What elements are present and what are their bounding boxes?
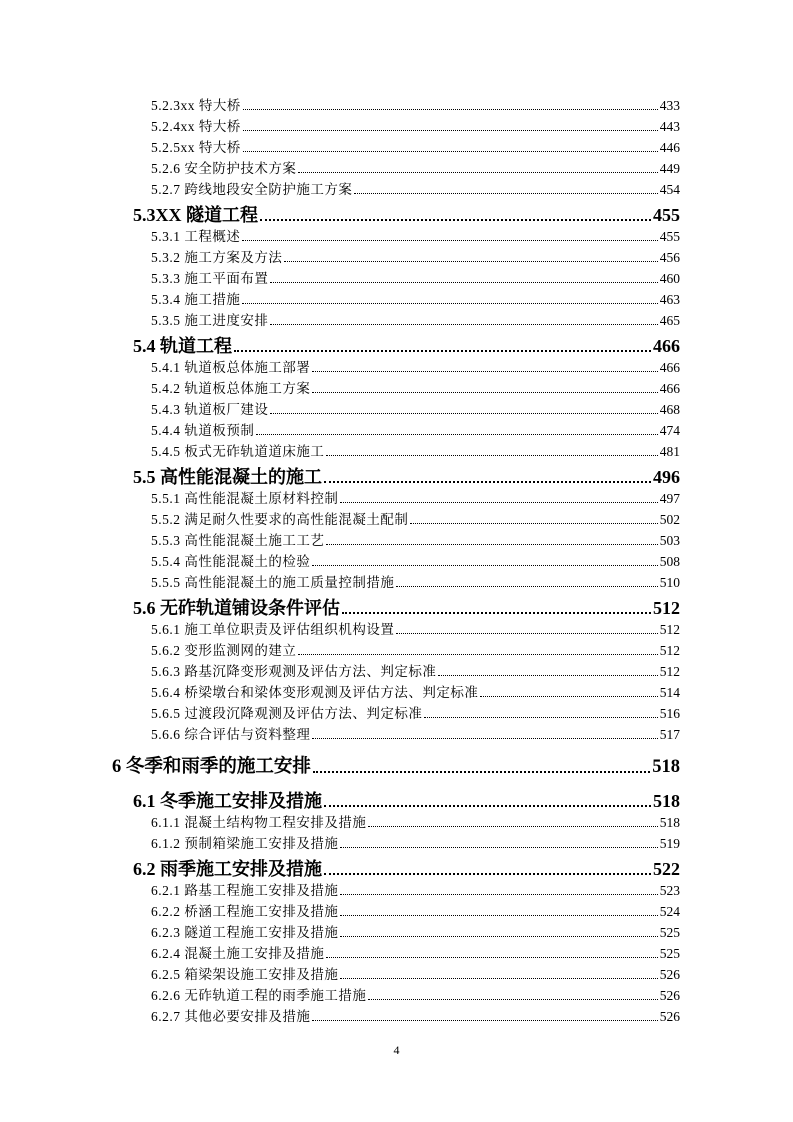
dot-leader: [324, 481, 651, 483]
toc-section-label: 5.6 无砟轨道铺设条件评估: [133, 598, 340, 618]
toc-entry-page: 481: [659, 443, 680, 459]
toc-entry-page: 512: [659, 642, 680, 658]
toc-entry[interactable]: [151, 269, 680, 285]
dot-leader: [340, 936, 657, 937]
toc-entry-page: 518: [659, 814, 680, 830]
toc-entry[interactable]: [151, 117, 680, 133]
toc-entry-page: 443: [659, 118, 680, 134]
dot-leader: [368, 826, 657, 827]
toc-entry-page: 474: [659, 422, 680, 438]
dot-leader: [298, 654, 657, 655]
dot-leader: [340, 915, 657, 916]
toc-entry-page: 463: [659, 291, 680, 307]
dot-leader: [270, 282, 657, 283]
toc-entry-label: 6.2.6 无砟轨道工程的雨季施工措施: [151, 987, 367, 1003]
toc-entry-page: 516: [659, 705, 680, 721]
toc-entry[interactable]: [151, 620, 680, 636]
toc-entry[interactable]: [151, 834, 680, 850]
toc-entry-page: 517: [659, 726, 680, 742]
toc-entry-page: 512: [659, 663, 680, 679]
toc-entry-label: 5.4.5 板式无砟轨道道床施工: [151, 443, 325, 459]
toc-entry-label: 5.6.3 路基沉降变形观测及评估方法、判定标准: [151, 663, 437, 679]
toc-entry-label: 5.6.2 变形监测网的建立: [151, 642, 297, 658]
toc-entry-label: 6.2.7 其他必要安排及措施: [151, 1008, 311, 1024]
dot-leader: [326, 544, 657, 545]
toc-entry-page: 512: [659, 621, 680, 637]
dot-leader: [396, 633, 657, 634]
dot-leader: [342, 612, 651, 614]
toc-entry-page: 526: [659, 1008, 680, 1024]
toc-section[interactable]: [133, 204, 680, 224]
toc-entry[interactable]: [151, 379, 680, 395]
toc-entry-page: 466: [659, 359, 680, 375]
toc-chapter[interactable]: [112, 754, 680, 776]
toc-entry-label: 5.6.5 过渡段沉降观测及评估方法、判定标准: [151, 705, 423, 721]
toc-entry-label: 5.6.6 综合评估与资料整理: [151, 726, 311, 742]
toc-entry-page: 514: [659, 684, 680, 700]
dot-leader: [312, 371, 657, 372]
toc-entry-label: 5.4.1 轨道板总体施工部署: [151, 359, 311, 375]
toc-entry[interactable]: [151, 881, 680, 897]
dot-leader: [340, 847, 657, 848]
dot-leader: [260, 219, 651, 221]
toc-section[interactable]: [133, 597, 680, 617]
toc-entry[interactable]: [151, 641, 680, 657]
toc-entry[interactable]: [151, 813, 680, 829]
dot-leader: [396, 586, 657, 587]
toc-entry-page: 508: [659, 553, 680, 569]
toc-entry[interactable]: [151, 944, 680, 960]
toc-entry[interactable]: [151, 923, 680, 939]
toc-entry-page: 510: [659, 574, 680, 590]
toc-section-page: 496: [653, 467, 680, 487]
toc-entry-label: 5.6.4 桥梁墩台和梁体变形观测及评估方法、判定标准: [151, 684, 479, 700]
toc-chapter-label: 6 冬季和雨季的施工安排: [112, 756, 311, 777]
toc-entry-label: 6.1.2 预制箱梁施工安排及措施: [151, 835, 339, 851]
toc-entry-label: 5.2.7 跨线地段安全防护施工方案: [151, 181, 353, 197]
dot-leader: [256, 434, 657, 435]
dot-leader: [312, 565, 657, 566]
toc-entry[interactable]: [151, 96, 680, 112]
toc-entry-page: 456: [659, 249, 680, 265]
toc-entry-page: 460: [659, 270, 680, 286]
toc-entry-page: 433: [659, 97, 680, 113]
toc-entry-label: 5.4.2 轨道板总体施工方案: [151, 380, 311, 396]
toc-entry[interactable]: [151, 442, 680, 458]
dot-leader: [354, 193, 657, 194]
toc-entry-page: 455: [659, 228, 680, 244]
toc-section[interactable]: [133, 790, 680, 810]
dot-leader: [410, 523, 657, 524]
toc-entry-label: 5.6.1 施工单位职责及评估组织机构设置: [151, 621, 395, 637]
toc-entry[interactable]: [151, 704, 680, 720]
dot-leader: [234, 350, 651, 352]
dot-leader: [312, 738, 657, 739]
toc-entry-page: 446: [659, 139, 680, 155]
dot-leader: [340, 894, 657, 895]
toc-chapter-page: 518: [652, 756, 680, 777]
toc-entry-label: 5.4.4 轨道板预制: [151, 422, 255, 438]
toc-entry-label: 5.4.3 轨道板厂建设: [151, 401, 269, 417]
toc-entry[interactable]: [151, 248, 680, 264]
dot-leader: [270, 324, 657, 325]
toc-entry-label: 5.2.5xx 特大桥: [151, 139, 241, 155]
toc-section[interactable]: [133, 466, 680, 486]
dot-leader: [438, 675, 657, 676]
toc-entry-page: 524: [659, 903, 680, 919]
toc-entry[interactable]: [151, 421, 680, 437]
toc-entry[interactable]: [151, 227, 680, 243]
toc-entry[interactable]: [151, 965, 680, 981]
toc-entry[interactable]: [151, 180, 680, 196]
toc-section-label: 5.3XX 隧道工程: [133, 205, 258, 225]
toc-section-page: 512: [653, 598, 680, 618]
dot-leader: [480, 696, 657, 697]
toc-entry[interactable]: [151, 311, 680, 327]
toc-entry[interactable]: [151, 573, 680, 589]
toc-entry-label: 6.2.5 箱梁架设施工安排及措施: [151, 966, 339, 982]
toc-entry-page: 525: [659, 924, 680, 940]
toc-entry[interactable]: [151, 358, 680, 374]
dot-leader: [312, 1020, 657, 1021]
toc-entry-page: 454: [659, 181, 680, 197]
toc-entry-label: 5.2.4xx 特大桥: [151, 118, 241, 134]
toc-entry-page: 468: [659, 401, 680, 417]
dot-leader: [326, 957, 657, 958]
toc-entry-label: 5.5.1 高性能混凝土原材料控制: [151, 490, 339, 506]
toc-entry-label: 5.5.3 高性能混凝土施工工艺: [151, 532, 325, 548]
toc-entry[interactable]: [151, 725, 680, 741]
toc-entry-page: 525: [659, 945, 680, 961]
toc-entry-page: 503: [659, 532, 680, 548]
toc-entry[interactable]: [151, 138, 680, 154]
toc-entry[interactable]: [151, 290, 680, 306]
toc-entry[interactable]: [151, 683, 680, 699]
toc-entry[interactable]: [151, 902, 680, 918]
toc-section[interactable]: [133, 335, 680, 355]
dot-leader: [324, 873, 651, 875]
toc-entry-label: 6.2.4 混凝土施工安排及措施: [151, 945, 325, 961]
toc-entry-page: 526: [659, 987, 680, 1003]
toc-entry-page: 497: [659, 490, 680, 506]
toc-section[interactable]: [133, 858, 680, 878]
toc-entry-page: 449: [659, 160, 680, 176]
toc-entry-label: 6.2.3 隧道工程施工安排及措施: [151, 924, 339, 940]
toc-entry-page: 465: [659, 312, 680, 328]
toc-entry-label: 5.3.5 施工进度安排: [151, 312, 269, 328]
dot-leader: [312, 392, 657, 393]
toc-entry-label: 5.2.3xx 特大桥: [151, 97, 241, 113]
dot-leader: [326, 455, 657, 456]
toc-entry-label: 5.3.3 施工平面布置: [151, 270, 269, 286]
dot-leader: [340, 502, 657, 503]
dot-leader: [284, 261, 657, 262]
toc-entry-label: 6.1.1 混凝土结构物工程安排及措施: [151, 814, 367, 830]
dot-leader: [242, 240, 657, 241]
toc-section-page: 455: [653, 205, 680, 225]
dot-leader: [298, 172, 657, 173]
toc-entry-label: 5.5.4 高性能混凝土的检验: [151, 553, 311, 569]
toc-entry[interactable]: [151, 489, 680, 505]
toc-entry[interactable]: [151, 510, 680, 526]
toc-section-page: 466: [653, 336, 680, 356]
dot-leader: [243, 130, 658, 131]
toc-entry-label: 5.2.6 安全防护技术方案: [151, 160, 297, 176]
toc-entry-label: 6.2.2 桥涵工程施工安排及措施: [151, 903, 339, 919]
toc-entry-page: 523: [659, 882, 680, 898]
toc-entry[interactable]: [151, 400, 680, 416]
toc-section-page: 522: [653, 859, 680, 879]
toc-entry[interactable]: [151, 159, 680, 175]
toc-section-page: 518: [653, 791, 680, 811]
toc-entry-page: 519: [659, 835, 680, 851]
dot-leader: [368, 999, 657, 1000]
toc-entry-label: 5.5.2 满足耐久性要求的高性能混凝土配制: [151, 511, 409, 527]
toc-entry-label: 6.2.1 路基工程施工安排及措施: [151, 882, 339, 898]
dot-leader: [243, 151, 658, 152]
toc-entry[interactable]: [151, 662, 680, 678]
dot-leader: [242, 303, 657, 304]
toc-entry-page: 502: [659, 511, 680, 527]
toc-entry[interactable]: [151, 531, 680, 547]
toc-section-label: 5.5 高性能混凝土的施工: [133, 467, 322, 487]
toc-entry-page: 526: [659, 966, 680, 982]
dot-leader: [324, 805, 651, 807]
toc-entry-label: 5.3.2 施工方案及方法: [151, 249, 283, 265]
toc-entry[interactable]: [151, 552, 680, 568]
toc-section-label: 6.1 冬季施工安排及措施: [133, 791, 322, 811]
toc-entry[interactable]: [151, 986, 680, 1002]
toc-section-label: 5.4 轨道工程: [133, 336, 232, 356]
toc-section-label: 6.2 雨季施工安排及措施: [133, 859, 322, 879]
toc-entry-page: 466: [659, 380, 680, 396]
dot-leader: [424, 717, 657, 718]
dot-leader: [270, 413, 657, 414]
dot-leader: [243, 109, 658, 110]
toc-entry-label: 5.5.5 高性能混凝土的施工质量控制措施: [151, 574, 395, 590]
toc-entry-label: 5.3.1 工程概述: [151, 228, 241, 244]
toc-entry-label: 5.3.4 施工措施: [151, 291, 241, 307]
toc-entry[interactable]: [151, 1007, 680, 1023]
dot-leader: [313, 771, 650, 773]
page-number: 4: [393, 1043, 400, 1057]
dot-leader: [340, 978, 657, 979]
